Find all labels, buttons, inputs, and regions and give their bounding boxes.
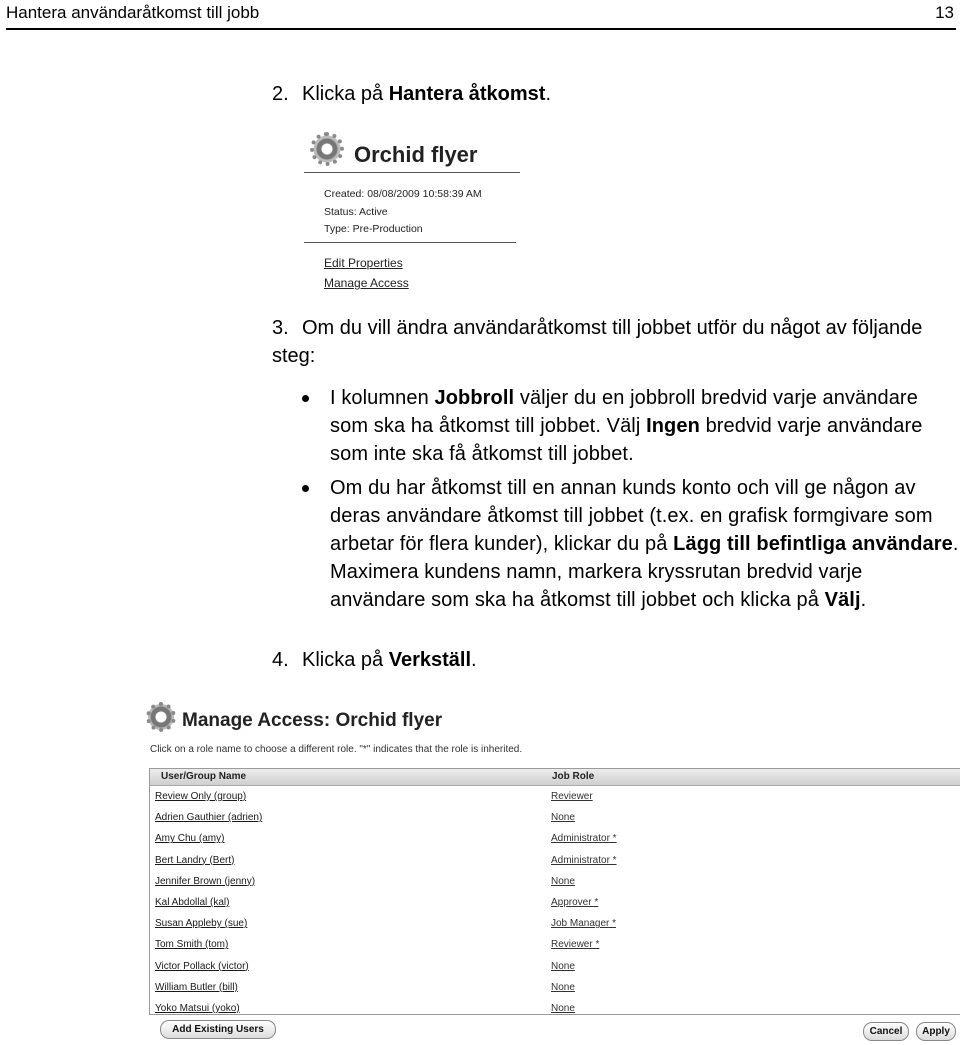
step-text: Klicka på [302,83,389,105]
bullet-icon [302,395,309,402]
table-row [150,850,960,871]
user-link[interactable]: Jennifer Brown (jenny) [155,875,256,887]
job-role-link[interactable]: None [551,875,575,887]
job-role-link[interactable]: None [551,1002,575,1014]
gear-icon [148,704,174,730]
user-link[interactable]: Susan Appleby (sue) [155,918,248,930]
user-link[interactable]: Victor Pollack (victor) [155,960,249,972]
step-4 [272,646,477,674]
bullet-bold-text: Lägg till befintliga användare [673,533,953,555]
bullet-text: bredvid varje användare som inte ska få åtkomst till jobbet. [330,415,923,465]
step-bold-text: Hantera åtkomst [388,83,546,105]
job-summary-panel [300,128,520,298]
user-link[interactable]: Kal Abdollal (kal) [155,896,230,908]
list-item [300,474,960,614]
table-row [150,828,960,849]
job-role-link[interactable]: None [551,960,575,972]
table-row [150,913,960,934]
table-row [150,786,960,807]
table-row [150,934,960,955]
table-row [150,977,960,998]
column-header-role: Job Role [552,771,595,782]
table-row [150,871,960,892]
user-link[interactable]: Review Only (group) [155,791,247,802]
column-header-user: User/Group Name [161,771,247,782]
step-bold-text: Verkställ [388,649,472,671]
bullet-text: I kolumnen [330,387,435,409]
job-role-link[interactable]: Job Manager * [551,918,617,930]
edit-properties-link[interactable]: Edit Properties [324,256,403,270]
step-number: 3. [272,317,289,339]
job-role-link[interactable]: Administrator * [551,854,617,866]
bullet-bold-text: Välj [824,589,861,611]
manage-access-panel [145,700,960,1045]
manage-access-title: Manage Access: Orchid flyer [182,710,443,731]
job-created: Created: 08/08/2009 10:58:39 AM [324,188,482,200]
bullet-text: väljer du en jobbroll bredvid varje användare som ska ha åtkomst till jobbet. Välj [330,387,918,437]
table-row [150,807,960,828]
step-text: . [545,83,551,105]
job-role-link[interactable]: Administrator * [551,833,617,845]
step-text: Klicka på [302,649,389,671]
table-row [150,956,960,977]
table-row [150,998,960,1019]
job-role-link[interactable]: None [551,981,575,993]
manage-access-link[interactable]: Manage Access [324,276,409,290]
step-3-options [300,384,960,620]
divider [304,242,516,243]
step-number: 4. [272,649,289,671]
bullet-text: . Maximera kundens namn, markera kryssrutan bredvid varje användare som ska ha åtkomst till jobbet och klicka på [330,533,959,611]
user-link[interactable]: Amy Chu (amy) [155,833,225,845]
user-link[interactable]: Tom Smith (tom) [155,939,229,951]
job-role-link[interactable]: Reviewer [551,791,593,802]
user-link[interactable]: Adrien Gauthier (adrien) [155,812,263,824]
job-status: Status: Active [324,206,388,218]
table-row [150,892,960,913]
table-body [150,786,960,1019]
bullet-text: Om du har åtkomst till en annan kunds konto och vill ge någon av deras användare åtkomst till jobbet (t.ex. en grafisk formgivare som arbetar för flera kunder), klickar du på [330,477,933,555]
page-header [6,2,956,30]
step-text: Om du vill ändra användaråtkomst till jobbet utför du något av följande steg: [272,317,923,367]
bullet-icon [302,485,309,492]
cancel-button[interactable]: Cancel [863,1022,909,1041]
gear-icon [312,134,342,164]
job-role-link[interactable]: None [551,812,575,824]
header-title: Hantera användaråtkomst till jobb [6,3,260,22]
user-link[interactable]: Yoko Matsui (yoko) [155,1002,240,1014]
page-number: 13 [935,3,954,22]
manage-access-hint: Click on a role name to choose a different role. "*" indicates that the role is inherited. [150,744,523,755]
step-text: . [471,649,477,671]
divider [304,172,520,173]
bullet-text: . [860,589,867,611]
apply-button[interactable]: Apply [916,1022,956,1041]
bullet-bold-text: Jobbroll [434,387,515,409]
bullet-bold-text: Ingen [646,415,700,437]
step-number: 2. [272,83,289,105]
access-table [149,768,960,1015]
job-role-link[interactable]: Reviewer * [551,939,600,951]
step-3 [272,314,952,370]
list-item [300,384,960,468]
table-header [150,769,960,786]
job-role-link[interactable]: Approver * [551,896,599,908]
job-type: Type: Pre-Production [324,223,423,235]
add-existing-users-button[interactable]: Add Existing Users [160,1020,276,1039]
user-link[interactable]: William Butler (bill) [155,981,238,993]
job-title: Orchid flyer [354,142,478,167]
user-link[interactable]: Bert Landry (Bert) [155,854,235,866]
step-2 [272,80,551,108]
